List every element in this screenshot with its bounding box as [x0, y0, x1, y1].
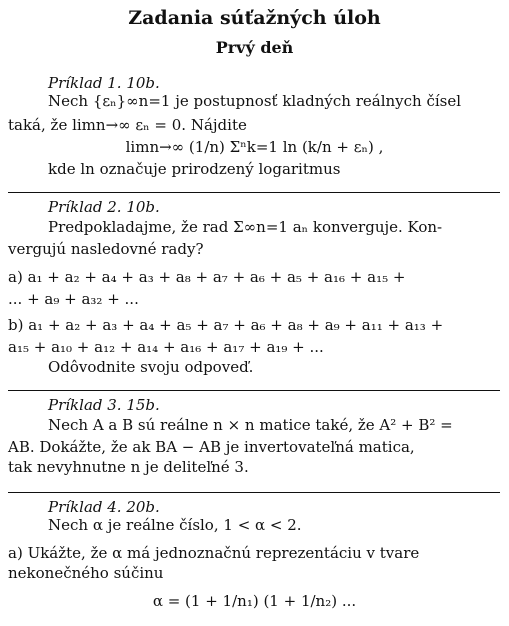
section-divider: [8, 492, 500, 493]
document-title: Zadania súťažných úloh: [128, 7, 381, 29]
section-divider: [8, 192, 500, 193]
problem-1-line-4: kde ln označuje prirodzený logaritmus: [48, 160, 341, 178]
problem-2-line-2: vergujú nasledovné rady?: [8, 240, 204, 258]
problem-1-heading: Príklad 1. 10b.: [48, 74, 160, 92]
problem-2-series-a-line-1: a) a₁ + a₂ + a₄ + a₃ + a₈ + a₇ + a₆ + a₅ + a₁₆ + a₁₅ +: [8, 268, 406, 286]
problem-2-heading: Príklad 2. 10b.: [48, 198, 160, 216]
problem-3-line-1: Nech A a B sú reálne n × n matice také, že A² + B² =: [48, 416, 453, 434]
problem-2-series-b-line-1: b) a₁ + a₂ + a₃ + a₄ + a₅ + a₇ + a₆ + a₈ + a₉ + a₁₁ + a₁₃ +: [8, 316, 444, 334]
problem-4-line-2: a) Ukážte, že α má jednoznačnú reprezentáciu v tvare: [8, 544, 420, 562]
problem-3-heading: Príklad 3. 15b.: [48, 396, 160, 414]
problem-3-line-2: AB. Dokážte, že ak BA − AB je invertovateľná matica,: [8, 438, 415, 456]
problem-3-line-3: tak nevyhnutne n je deliteľné 3.: [8, 458, 249, 476]
problem-4-line-1: Nech α je reálne číslo, 1 < α < 2.: [48, 516, 302, 534]
problem-4-line-3: nekonečného súčinu: [8, 564, 164, 582]
problem-2-series-b-line-2: a₁₅ + a₁₀ + a₁₂ + a₁₄ + a₁₆ + a₁₇ + a₁₉ + ...: [8, 338, 324, 356]
problem-1-line-2: taká, že limn→∞ εₙ = 0. Nájdite: [8, 116, 247, 134]
problem-4-heading: Príklad 4. 20b.: [48, 498, 160, 516]
problem-2-line-7: Odôvodnite svoju odpoveď.: [48, 358, 254, 376]
section-divider: [8, 390, 500, 391]
day-heading: Prvý deň: [215, 38, 294, 57]
problem-2-line-1: Predpokladajme, že rad Σ∞n=1 aₙ konverguje. Kon-: [48, 218, 443, 236]
problem-2-series-a-line-2: ... + a₉ + a₃₂ + ...: [8, 290, 139, 308]
problem-1-limit-formula: limn→∞ (1/n) Σⁿk=1 ln (k/n + εₙ) ,: [125, 138, 384, 156]
problem-1-line-1: Nech {εₙ}∞n=1 je postupnosť kladných reálnych čísel: [48, 92, 462, 110]
problem-4-product-formula: α = (1 + 1/n₁) (1 + 1/n₂) ...: [152, 592, 357, 610]
